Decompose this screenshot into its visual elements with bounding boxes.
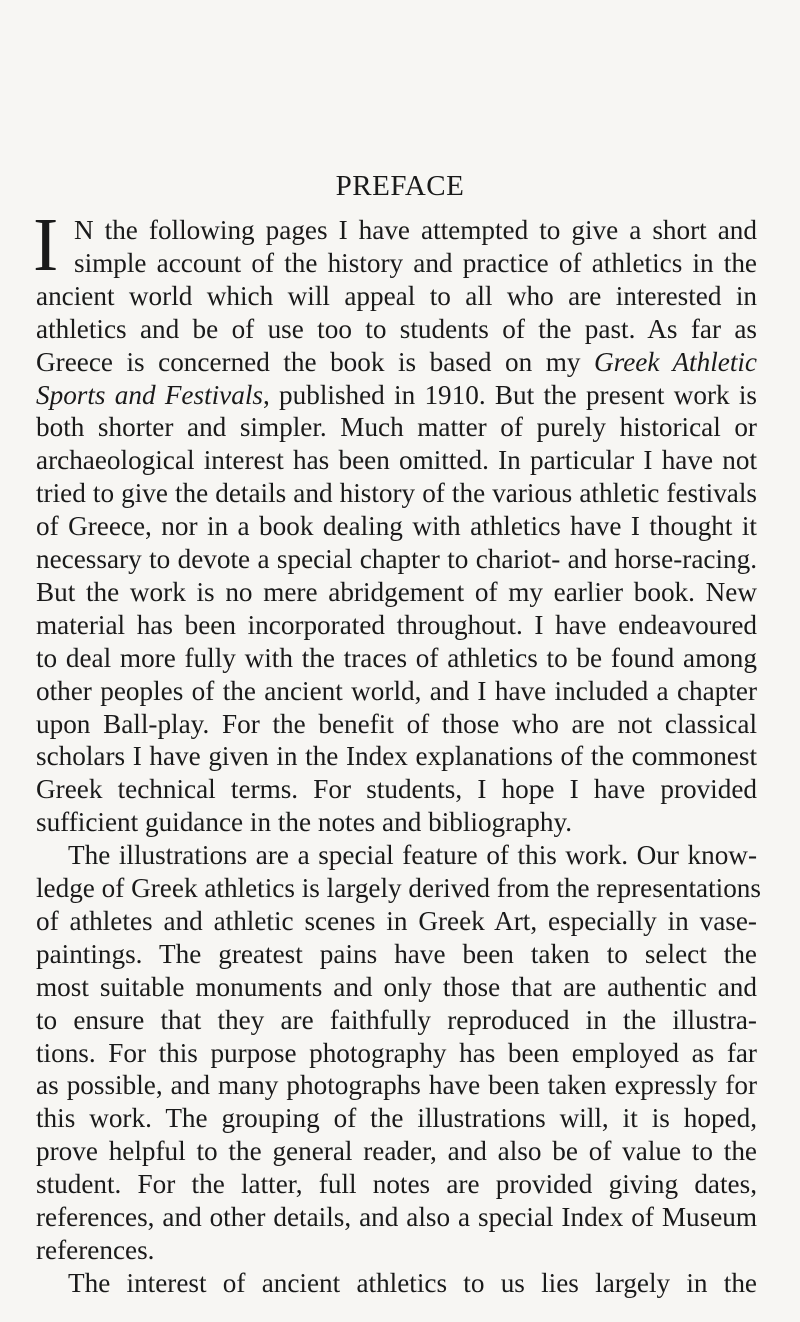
- text-line: [36, 1135, 757, 1168]
- text-line: [36, 411, 757, 444]
- page-title: PREFACE: [335, 170, 465, 202]
- text-run: this work. The grouping of the illustrations will, it is hoped,: [36, 1103, 757, 1134]
- text-run: ancient world which will appeal to all who are interested in: [36, 280, 757, 311]
- text-line: [36, 806, 757, 839]
- text-line: [36, 510, 757, 543]
- text-run: The illustrations are a special feature of this work. Our know-: [68, 840, 757, 871]
- text-run: athletics and be of use too to students of the past. As far as: [36, 313, 757, 344]
- text-line: [36, 905, 757, 938]
- text-line: [36, 1069, 757, 1102]
- drop-cap: I: [33, 203, 59, 287]
- text-line: [36, 773, 757, 806]
- text-run: The interest of ancient athletics to us lies largely in the: [68, 1267, 757, 1298]
- text-line: [36, 313, 757, 346]
- text-run: upon Ball-play. For the benefit of those who are not classical: [36, 708, 757, 739]
- italic-title: Greek Athletic: [594, 346, 757, 377]
- text-run: necessary to devote a special chapter to chariot- and horse-racing.: [36, 544, 757, 574]
- text-run: to deal more fully with the traces of athletics to be found among: [36, 642, 757, 673]
- text-run: scholars I have given in the Index explanations of the commonest: [36, 741, 757, 772]
- text-line: [36, 1004, 757, 1037]
- text-line: [36, 675, 757, 708]
- text-line: [36, 444, 757, 477]
- text-run: of athletes and athletic scenes in Greek Art, especially in vase-: [36, 905, 757, 936]
- text-line: [36, 740, 757, 773]
- text-run: , published in 1910. But the present work is: [262, 379, 757, 410]
- text-run: of Greece, nor in a book dealing with athletics have I thought it: [36, 511, 757, 542]
- text-run: references, and other details, and also a special Index of Museum: [36, 1202, 757, 1232]
- italic-title: Sports and Festivals: [36, 379, 263, 410]
- text-line: [36, 872, 761, 905]
- text-line: [36, 576, 757, 609]
- text-line: [36, 379, 757, 412]
- text-run: simple account of the history and practice of athletics in the: [74, 247, 757, 278]
- text-line: [36, 1168, 757, 1201]
- text-line: [36, 346, 757, 379]
- text-line: [68, 1267, 757, 1300]
- text-line: [36, 280, 757, 313]
- text-line: [36, 1102, 757, 1135]
- text-line: [74, 214, 757, 247]
- text-line: [36, 1234, 757, 1267]
- text-line: [36, 971, 757, 1004]
- text-line: [36, 708, 757, 741]
- text-run: to ensure that they are faithfully reproduced in the illustra-: [36, 1004, 757, 1035]
- text-run: Greece is concerned the book is based on my: [36, 346, 595, 377]
- text-line: [36, 1037, 757, 1070]
- text-run: student. For the latter, full notes are provided giving dates,: [36, 1169, 757, 1200]
- text-run: both shorter and simpler. Much matter of purely historical or: [36, 412, 757, 443]
- text-run: archaeological interest has been omitted. In particular I have not: [36, 445, 757, 476]
- text-run: as possible, and many photographs have been taken expressly for: [36, 1070, 757, 1101]
- text-run: sufficient guidance in the notes and bibliography.: [36, 807, 573, 838]
- text-run: ledge of Greek athletics is largely derived from the representations: [36, 873, 761, 903]
- text-line: [36, 477, 757, 510]
- text-run: material has been incorporated throughout. I have endeavoured: [36, 609, 757, 640]
- text-run: Greek technical terms. For students, I hope I have provided: [36, 774, 757, 805]
- text-line: [36, 1201, 757, 1234]
- text-line: [36, 938, 757, 971]
- text-run: tions. For this purpose photography has been employed as far: [36, 1037, 757, 1068]
- text-run: prove helpful to the general reader, and also be of value to the: [36, 1136, 757, 1167]
- text-line: [36, 609, 757, 642]
- text-run: most suitable monuments and only those that are authentic and: [36, 971, 757, 1002]
- text-line: [74, 247, 757, 280]
- text-run: paintings. The greatest pains have been taken to select the: [36, 938, 757, 969]
- text-line: [68, 839, 757, 872]
- text-run: But the work is no mere abridgement of my earlier book. New: [36, 576, 757, 607]
- text-run: references.: [36, 1234, 155, 1265]
- text-run: tried to give the details and history of the various athletic festivals: [36, 478, 757, 509]
- text-line: [36, 642, 757, 675]
- text-run: other peoples of the ancient world, and I have included a chapter: [36, 675, 757, 706]
- text-line: [36, 543, 757, 576]
- text-run: N the following pages I have attempted to give a short and: [74, 215, 757, 245]
